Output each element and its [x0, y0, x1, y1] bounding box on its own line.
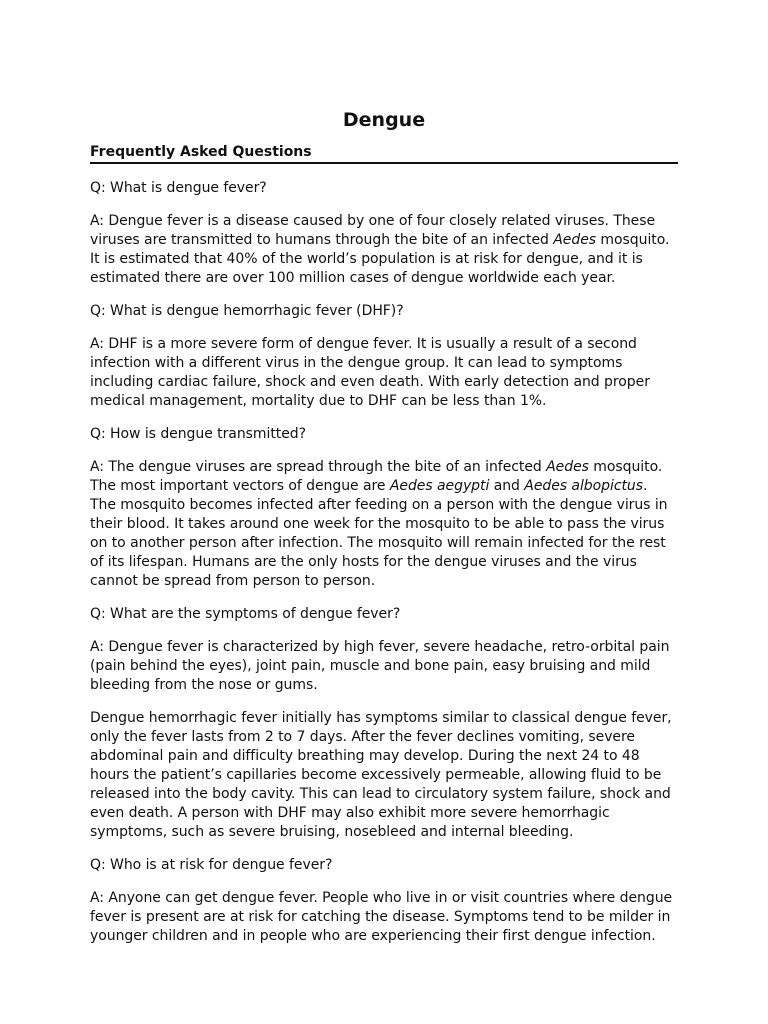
text-run: mosquito. [588, 459, 663, 475]
text-line [90, 425, 678, 444]
question-paragraph [90, 605, 678, 624]
text-line [90, 804, 678, 823]
text-run: Q: Who is at risk for dengue fever? [90, 857, 333, 873]
text-line [90, 515, 678, 534]
text-line [90, 785, 678, 804]
text-run: abdominal pain and difficulty breathing may develop. During the next 24 to 48 [90, 748, 640, 764]
text-run: younger children and in people who are experiencing their first dengue infection. [90, 928, 656, 944]
text-run: A: Dengue fever is a disease caused by one of four closely related viruses. These [90, 213, 656, 229]
text-line [90, 534, 678, 553]
text-run: It is estimated that 40% of the world’s population is at risk for dengue, and it is [90, 251, 643, 267]
text-line [90, 354, 678, 373]
text-line [90, 231, 678, 250]
answer-paragraph [90, 458, 678, 591]
text-line [90, 572, 678, 591]
question-paragraph [90, 856, 678, 875]
text-run: Dengue hemorrhagic fever initially has symptoms similar to classical dengue fever, [90, 710, 672, 726]
question-paragraph [90, 179, 678, 198]
text-line [90, 373, 678, 392]
text-line [90, 889, 678, 908]
text-run: on to another person after infection. The mosquito will remain infected for the rest [90, 535, 666, 551]
italic-text: Aedes albopictus [524, 478, 643, 494]
question-paragraph [90, 302, 678, 321]
text-run: their blood. It takes around one week for the mosquito to be able to pass the virus [90, 516, 665, 532]
text-line [90, 709, 678, 728]
text-line [90, 179, 678, 198]
text-line [90, 477, 678, 496]
document-page [90, 106, 678, 960]
text-line [90, 908, 678, 927]
text-run: Q: What is dengue fever? [90, 180, 267, 196]
question-paragraph [90, 425, 678, 444]
text-line [90, 392, 678, 411]
text-run: estimated there are over 100 million cases of dengue worldwide each year. [90, 270, 616, 286]
text-run: released into the body cavity. This can lead to circulatory system failure, shock and [90, 786, 671, 802]
text-run: bleeding from the nose or gums. [90, 677, 318, 693]
text-run: Q: What are the symptoms of dengue fever? [90, 606, 401, 622]
text-line [90, 747, 678, 766]
italic-text: Aedes [546, 459, 589, 475]
document-title: Dengue [342, 109, 426, 131]
text-line [90, 250, 678, 269]
text-run: mosquito. [596, 232, 670, 248]
italic-text: Aedes aegypti [389, 478, 490, 494]
text-run: (pain behind the eyes), joint pain, muscle and bone pain, easy bruising and mild [90, 658, 651, 674]
text-run: The most important vectors of dengue are [90, 478, 390, 494]
text-line [90, 458, 678, 477]
text-run: fever is present are at risk for catching the disease. Symptoms tend to be milder in [90, 909, 671, 925]
text-line [90, 823, 678, 842]
text-run: medical management, mortality due to DHF can be less than 1%. [90, 393, 547, 409]
text-run: Q: What is dengue hemorrhagic fever (DHF)? [90, 303, 404, 319]
text-run: including cardiac failure, shock and even death. With early detection and proper [90, 374, 650, 390]
text-run: The mosquito becomes infected after feeding on a person with the dengue virus in [90, 497, 668, 513]
text-run: of its lifespan. Humans are the only hosts for the dengue viruses and the virus [90, 554, 637, 570]
text-line [90, 269, 678, 288]
text-line [90, 553, 678, 572]
text-run: A: Anyone can get dengue fever. People who live in or visit countries where dengue [90, 890, 673, 906]
text-line [90, 657, 678, 676]
text-line [90, 856, 678, 875]
text-run: A: DHF is a more severe form of dengue fever. It is usually a result of a second [90, 336, 637, 352]
document-body [90, 179, 678, 946]
text-run: A: Dengue fever is characterized by high fever, severe headache, retro-orbital pain [90, 639, 670, 655]
answer-paragraph [90, 335, 678, 411]
answer-paragraph [90, 889, 678, 946]
text-run: even death. A person with DHF may also exhibit more severe hemorrhagic [90, 805, 610, 821]
text-line [90, 927, 678, 946]
text-line [90, 676, 678, 695]
text-line [90, 335, 678, 354]
text-line [90, 605, 678, 624]
text-run: only the fever lasts from 2 to 7 days. After the fever declines vomiting, severe [90, 729, 635, 745]
text-run: . [642, 478, 648, 494]
text-line [90, 302, 678, 321]
text-run: infection with a different virus in the dengue group. It can lead to symptoms [90, 355, 623, 371]
italic-text: Aedes [553, 232, 597, 248]
text-line [90, 728, 678, 747]
answer-paragraph [90, 638, 678, 695]
text-line [90, 212, 678, 231]
text-run: cannot be spread from person to person. [90, 573, 376, 589]
document-subtitle: Frequently Asked Questions [90, 143, 678, 164]
text-run: A: The dengue viruses are spread through the bite of an infected [90, 459, 547, 475]
text-line [90, 766, 678, 785]
text-run: Q: How is dengue transmitted? [90, 426, 306, 442]
text-run: symptoms, such as severe bruising, nosebleed and internal bleeding. [90, 824, 574, 840]
text-line [90, 638, 678, 657]
text-run: viruses are transmitted to humans through the bite of an infected [90, 232, 554, 248]
answer-paragraph [90, 212, 678, 288]
answer-paragraph [90, 709, 678, 842]
text-run: and [489, 478, 525, 494]
text-line [90, 496, 678, 515]
text-run: hours the patient’s capillaries become excessively permeable, allowing fluid to be [90, 767, 662, 783]
